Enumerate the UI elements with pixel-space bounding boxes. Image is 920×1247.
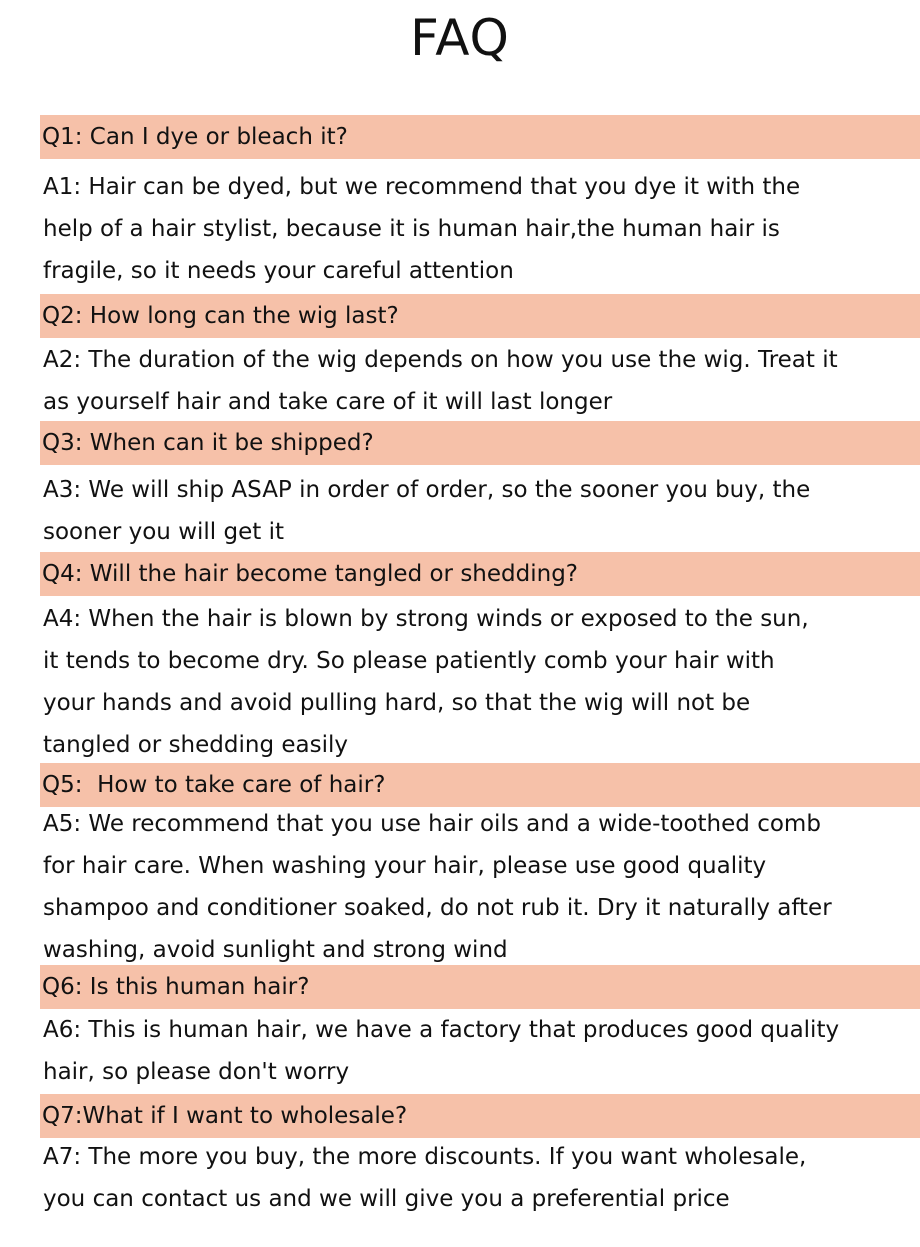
faq-answer-line: your hands and avoid pulling hard, so that the wig will not be [43,690,751,716]
faq-question-4: Q4: Will the hair become tangled or shedding? [40,552,920,596]
faq-answer-line: washing, avoid sunlight and strong wind [43,937,508,963]
faq-answer-line: tangled or shedding easily [43,732,348,758]
faq-answer-line: hair, so please don't worry [43,1059,350,1085]
faq-answer-1 [43,166,913,292]
faq-answer-line: fragile, so it needs your careful attention [43,258,514,284]
faq-answer-line: it tends to become dry. So please patiently comb your hair with [43,648,775,674]
faq-question-6: Q6: Is this human hair? [40,965,920,1009]
faq-answer-3 [43,469,913,553]
faq-answer-line: A1: Hair can be dyed, but we recommend that you dye it with the [43,174,801,200]
faq-answer-7 [43,1136,913,1220]
faq-question-2: Q2: How long can the wig last? [40,294,920,338]
faq-answer-4 [43,598,913,766]
faq-question-5: Q5: How to take care of hair? [40,763,920,807]
faq-answer-line: help of a hair stylist, because it is human hair,the human hair is [43,216,780,242]
faq-answer-line: for hair care. When washing your hair, please use good quality [43,853,767,879]
faq-answer-line: shampoo and conditioner soaked, do not rub it. Dry it naturally after [43,895,832,921]
page-title: FAQ [410,9,510,67]
faq-question-7: Q7:What if I want to wholesale? [40,1094,920,1138]
faq-answer-line: you can contact us and we will give you a preferential price [43,1186,730,1212]
faq-answer-line: A4: When the hair is blown by strong winds or exposed to the sun, [43,606,809,632]
faq-question-3: Q3: When can it be shipped? [40,421,920,465]
faq-answer-line: A7: The more you buy, the more discounts. If you want wholesale, [43,1144,807,1170]
faq-answer-line: A2: The duration of the wig depends on how you use the wig. Treat it [43,347,838,373]
faq-answer-6 [43,1009,913,1093]
faq-answer-5 [43,803,913,971]
faq-answer-line: A5: We recommend that you use hair oils and a wide-toothed comb [43,811,821,837]
faq-question-1: Q1: Can I dye or bleach it? [40,115,920,159]
faq-answer-line: A3: We will ship ASAP in order of order, so the sooner you buy, the [43,477,811,503]
faq-answer-line: A6: This is human hair, we have a factory that produces good quality [43,1017,840,1043]
faq-answer-line: sooner you will get it [43,519,284,545]
faq-answer-2 [43,339,913,423]
faq-answer-line: as yourself hair and take care of it will last longer [43,389,613,415]
